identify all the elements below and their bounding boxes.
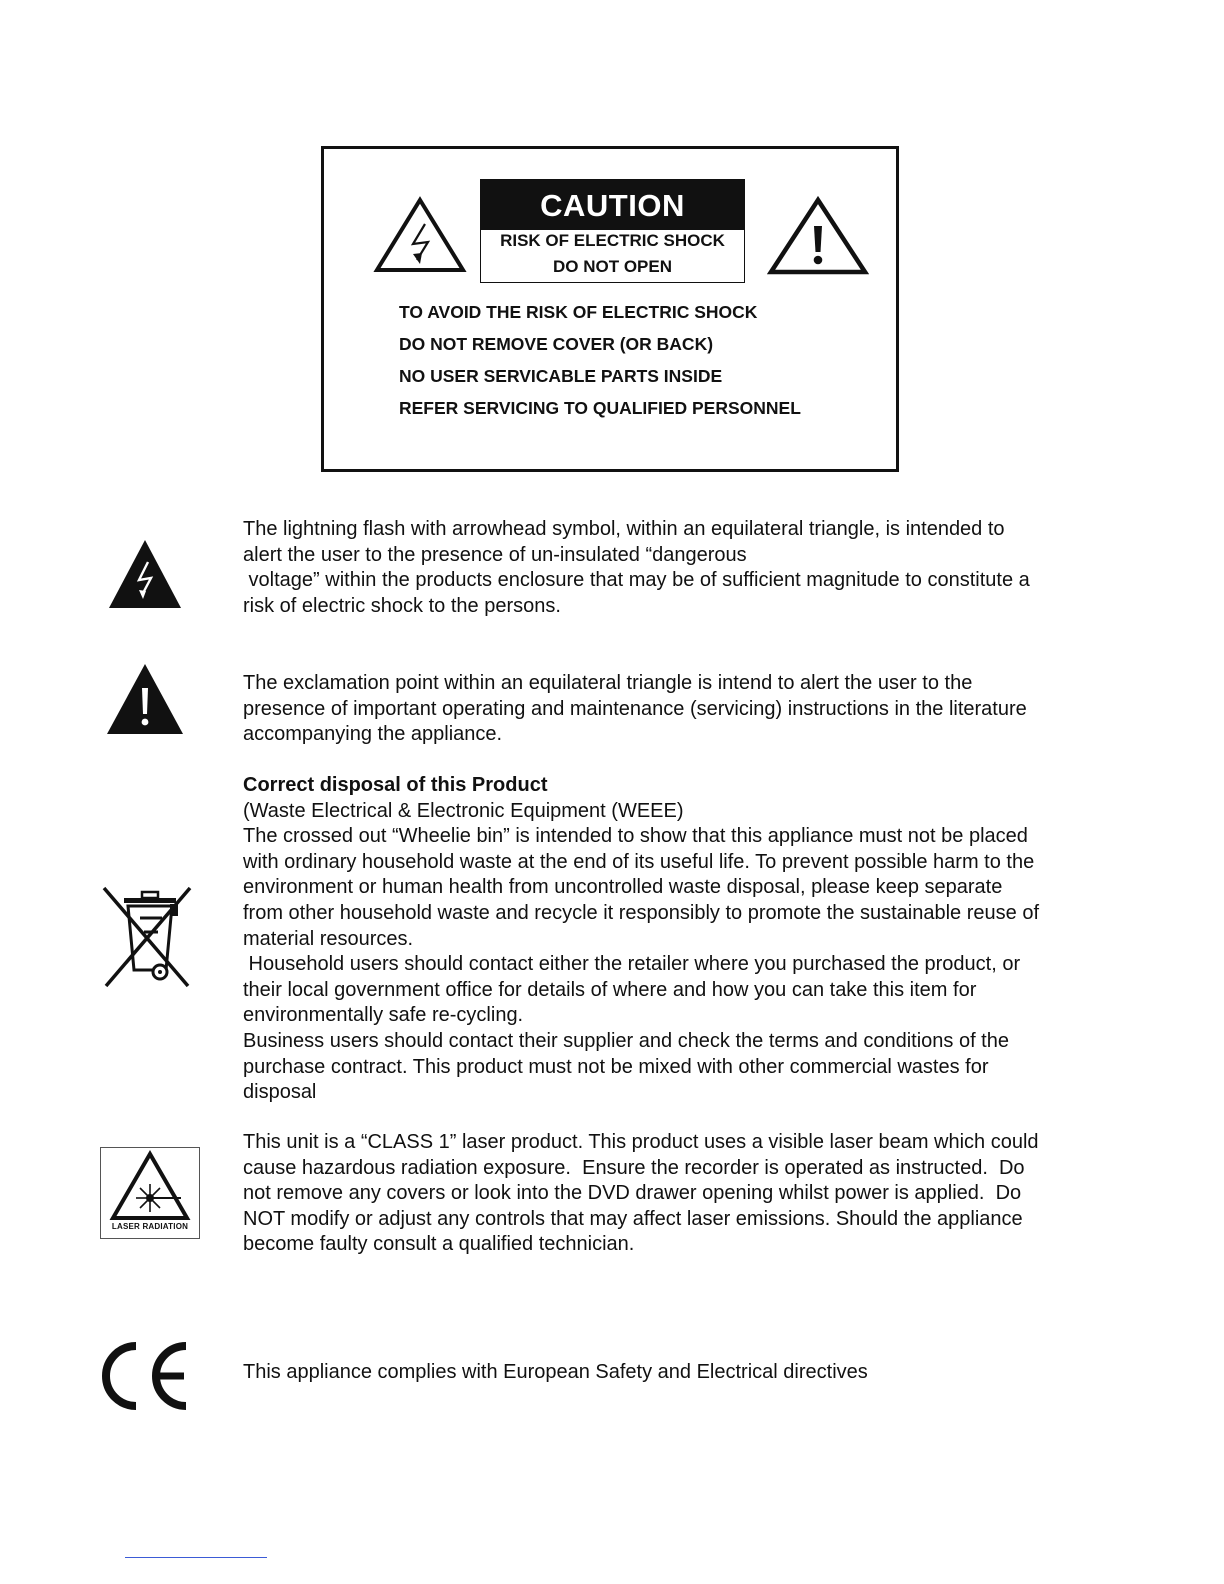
exclamation-description xyxy=(243,671,1103,748)
ce-mark-icon xyxy=(98,1338,192,1414)
caution-line: REFER SERVICING TO QUALIFIED PERSONNEL xyxy=(399,398,801,418)
text-line: cause hazardous radiation exposure. Ensure the recorder is operated as instructed. Do xyxy=(243,1156,1025,1179)
text-line: their local government office for details of where and how you can take this item for xyxy=(243,978,977,1001)
text-line: NOT modify or adjust any controls that may affect laser emissions. Should the appliance xyxy=(243,1207,1023,1230)
weee-title: Correct disposal of this Product xyxy=(243,774,548,796)
caution-line: DO NOT REMOVE COVER (OR BACK) xyxy=(399,334,714,354)
laser-label: LASER RADIATION xyxy=(111,1222,189,1231)
weee-subtitle: (Waste Electrical & Electronic Equipment (WEEE) xyxy=(243,799,684,822)
weee-description xyxy=(243,773,1103,1106)
caution-line: TO AVOID THE RISK OF ELECTRIC SHOCK xyxy=(399,302,758,322)
exclamation-triangle-icon xyxy=(105,662,185,736)
text-line: purchase contract. This product must not be mixed with other commercial wastes for xyxy=(243,1055,989,1078)
text-line: Household users should contact either the retailer where you purchased the product, or xyxy=(243,953,1021,976)
text-line: The lightning flash with arrowhead symbol, within an equilateral triangle, is intended to xyxy=(243,518,1005,540)
text-line: presence of important operating and maintenance (servicing) instructions in the literature xyxy=(243,697,1027,720)
caution-heading: CAUTION xyxy=(481,180,744,230)
text-line: material resources. xyxy=(243,927,414,950)
ce-description: This appliance complies with European Safety and Electrical directives xyxy=(243,1361,868,1383)
text-line: Business users should contact their supplier and check the terms and conditions of the xyxy=(243,1029,1009,1052)
caution-subtitle-2: DO NOT OPEN xyxy=(552,257,672,276)
text-line: accompanying the appliance. xyxy=(243,723,503,746)
footer-link-underline xyxy=(125,1557,267,1558)
caution-subtitle-1: RISK OF ELECTRIC SHOCK xyxy=(500,231,725,250)
lightning-description xyxy=(243,517,1103,619)
text-line: become faulty consult a qualified technician. xyxy=(243,1233,635,1256)
text-line: The crossed out “Wheelie bin” is intended to show that this appliance must not be placed xyxy=(243,825,1028,848)
text-line: This unit is a “CLASS 1” laser product. This product uses a visible laser beam which could xyxy=(243,1131,1039,1153)
laser-radiation-icon xyxy=(100,1147,200,1239)
text-line: risk of electric shock to the persons. xyxy=(243,594,561,617)
crossed-wheelie-bin-icon xyxy=(100,884,194,990)
text-line: from other household waste and recycle it responsibly to promote the sustainable reuse of xyxy=(243,901,1039,924)
text-line: alert the user to the presence of un-insulated “dangerous xyxy=(243,543,747,566)
text-line: environment or human health from uncontrolled waste disposal, please keep separate xyxy=(243,876,1003,899)
exclamation-triangle-icon xyxy=(767,196,869,276)
caution-label xyxy=(480,179,745,283)
text-line: The exclamation point within an equilateral triangle is intend to alert the user to the xyxy=(243,672,973,694)
text-line: environmentally safe re-cycling. xyxy=(243,1004,524,1027)
text-line: with ordinary household waste at the end of its useful life. To prevent possible harm to the xyxy=(243,850,1035,873)
text-line: voltage” within the products enclosure that may be of sufficient magnitude to constitute a xyxy=(243,569,1030,592)
lightning-triangle-icon xyxy=(107,538,183,610)
text-line: disposal xyxy=(243,1081,317,1104)
lightning-triangle-icon xyxy=(373,196,467,274)
text-line: not remove any covers or look into the DVD drawer opening whilst power is applied. Do xyxy=(243,1182,1022,1205)
laser-description xyxy=(243,1130,1103,1258)
caution-line: NO USER SERVICABLE PARTS INSIDE xyxy=(399,366,723,386)
